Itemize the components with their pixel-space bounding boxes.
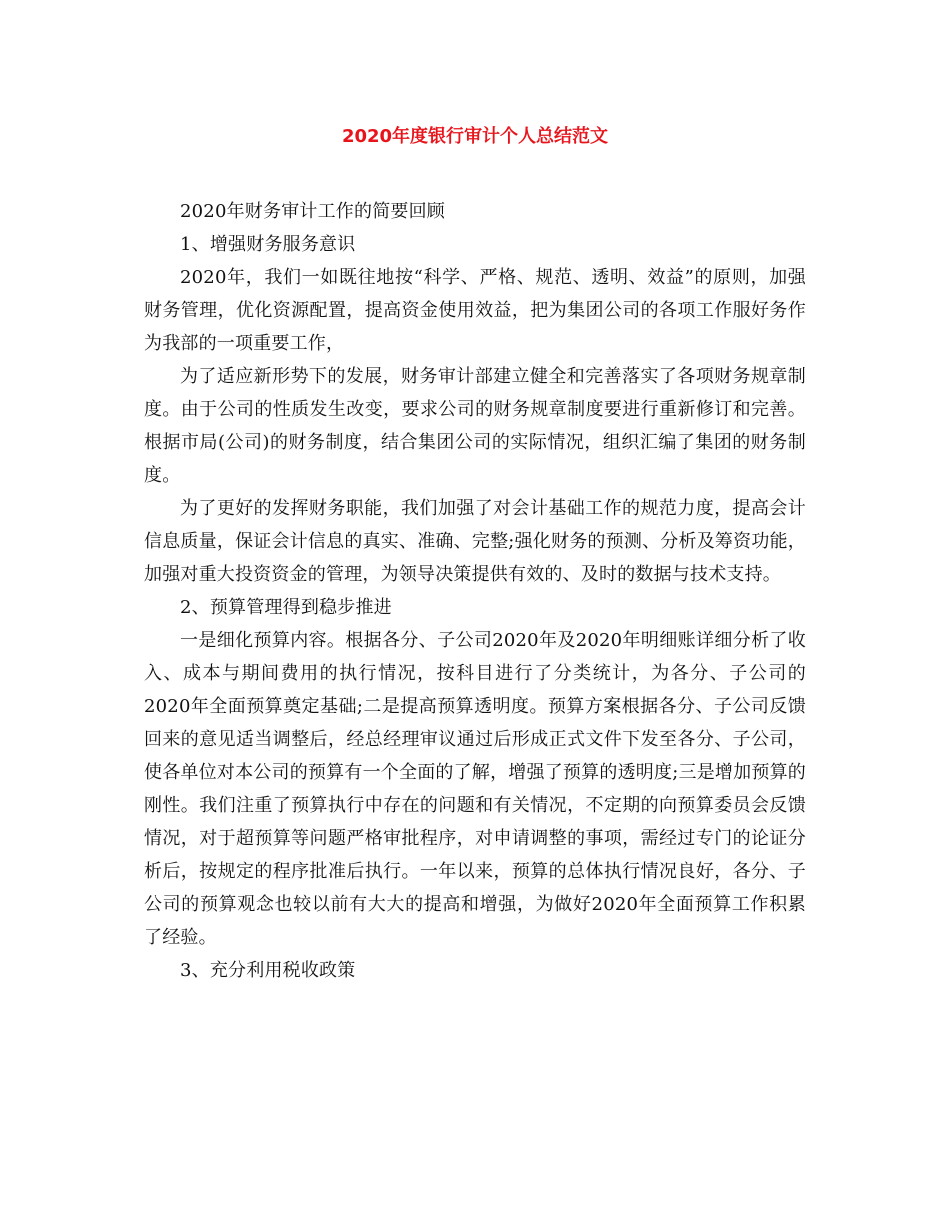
paragraph: 2020年，我们一如既往地按“科学、严格、规范、透明、效益”的原则，加强财务管理，优化资源配置，提高资金使用效益，把为集团公司的各项工作服好务作为我部的一项重要工作， (144, 267, 806, 354)
paragraph-review-heading: 2020年财务审计工作的简要回顾 (180, 201, 446, 222)
paragraph-section-3-heading: 3、充分利用税收政策 (180, 960, 356, 981)
document-body (144, 195, 806, 987)
paragraph: 为了更好的发挥财务职能，我们加强了对会计基础工作的规范力度，提高会计信息质量，保证会计信息的真实、准确、完整;强化财务的预测、分析及筹资功能，加强对重大投资资金的管理，为领导决策提供有效的、及时的数据与技术支持。 (144, 498, 806, 585)
paragraph: 一是细化预算内容。根据各分、子公司2020年及2020年明细账详细分析了收入、成本与期间费用的执行情况，按科目进行了分类统计，为各分、子公司的2020年全面预算奠定基础;二是提高预算透明度。预算方案根据各分、子公司反馈回来的意见适当调整后，经总经理审议通过后形成正式文件下发至各分、子公司，使各单位对本公司的预算有一个全面的了解，增强了预算的透明度;三是增加预算的刚性。我们注重了预算执行中存在的问题和有关情况，不定期的向预算委员会反馈情况，对于超预算等问题严格审批程序，对申请调整的事项，需经过专门的论证分析后，按规定的程序批准后执行。一年以来，预算的总体执行情况良好，各分、子公司的预算观念也较以前有大大的提高和增强，为做好2020年全面预算工作积累了经验。 (144, 630, 806, 948)
paragraph-section-2-heading: 2、预算管理得到稳步推进 (180, 597, 392, 618)
paragraph: 为了适应新形势下的发展，财务审计部建立健全和完善落实了各项财务规章制度。由于公司的性质发生改变，要求公司的财务规章制度要进行重新修订和完善。根据市局(公司)的财务制度，结合集团公司的实际情况，组织汇编了集团的财务制度。 (144, 366, 806, 486)
document-title: 2020年度银行审计个人总结范文 (341, 126, 609, 147)
paragraph-section-1-heading: 1、增强财务服务意识 (180, 234, 356, 255)
